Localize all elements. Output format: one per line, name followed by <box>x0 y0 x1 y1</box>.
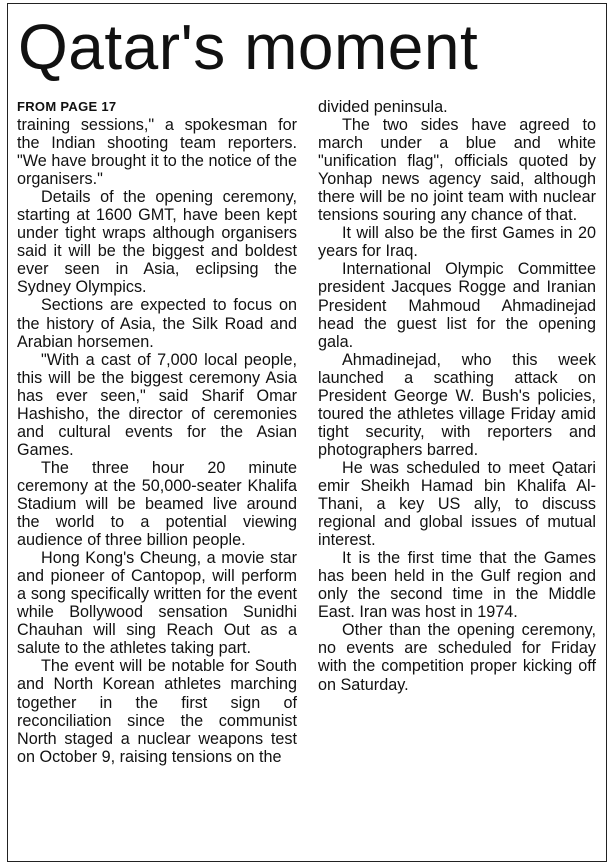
border-bottom <box>7 861 607 862</box>
border-top <box>7 3 607 4</box>
paragraph: The two sides have agreed to march under a blue and white "unification flag", officials quoted by Yonhap news agency said, although there will be no joint team with nuclear tensions souring any chance of that. <box>318 116 596 225</box>
continuation-kicker: FROM PAGE 17 <box>17 99 117 114</box>
paragraph: divided peninsula. <box>318 98 448 116</box>
border-right <box>606 3 607 861</box>
paragraph: Details of the opening ceremony, starting at 1600 GMT, have been kept under tight wraps although organisers said it will be the biggest and boldest ever seen in Asia, eclipsing the Sydney Olympics. <box>17 188 297 297</box>
border-left <box>7 3 8 861</box>
paragraph: Sections are expected to focus on the history of Asia, the Silk Road and Arabian horsemen. <box>17 296 297 351</box>
paragraph: He was scheduled to meet Qatari emir Sheikh Hamad bin Khalifa Al-Thani, a key US ally, to discuss regional and global issues of mutual interest. <box>318 458 596 550</box>
paragraph: training sessions," a spokesman for the Indian shooting team reporters. "We have brought it to the notice of the organisers." <box>17 116 297 189</box>
paragraph: Hong Kong's Cheung, a movie star and pioneer of Cantopop, will perform a song specifically written for the event while Bollywood sensation Sunidhi Chauhan will sing Reach Out as a salute to the athletes taking part. <box>17 549 297 658</box>
paragraph: It is the first time that the Games has been held in the Gulf region and only the second time in the Middle East. Iran was host in 1974. <box>318 549 596 622</box>
paragraph: "With a cast of 7,000 local people, this will be the biggest ceremony Asia has ever seen," said Sharif Omar Hashisho, the director of ceremonies and cultural events for the Asian Games. <box>17 350 297 459</box>
paragraph: The three hour 20 minute ceremony at the 50,000-seater Khalifa Stadium will be beamed live around the world to a potential viewing audience of three billion people. <box>17 458 297 550</box>
paragraph: The event will be notable for South and North Korean athletes marching together in the first sign of reconciliation since the communist North staged a nuclear weapons test on October 9, raising tensions on the <box>17 657 297 766</box>
column-right <box>318 98 596 694</box>
headline: Qatar's moment <box>18 11 479 83</box>
paragraph: Ahmadinejad, who this week launched a scathing attack on President George W. Bush's policies, toured the athletes village Friday amid tight security, with reporters and photographers barred. <box>318 350 596 459</box>
paragraph: Other than the opening ceremony, no events are scheduled for Friday with the competition proper kicking off on Saturday. <box>318 621 596 694</box>
column-left <box>17 98 297 766</box>
paragraph: It will also be the first Games in 20 years for Iraq. <box>318 224 596 261</box>
paragraph: International Olympic Committee president Jacques Rogge and Iranian President Mahmoud Ahmadinejad head the guest list for the opening gala. <box>318 260 596 351</box>
